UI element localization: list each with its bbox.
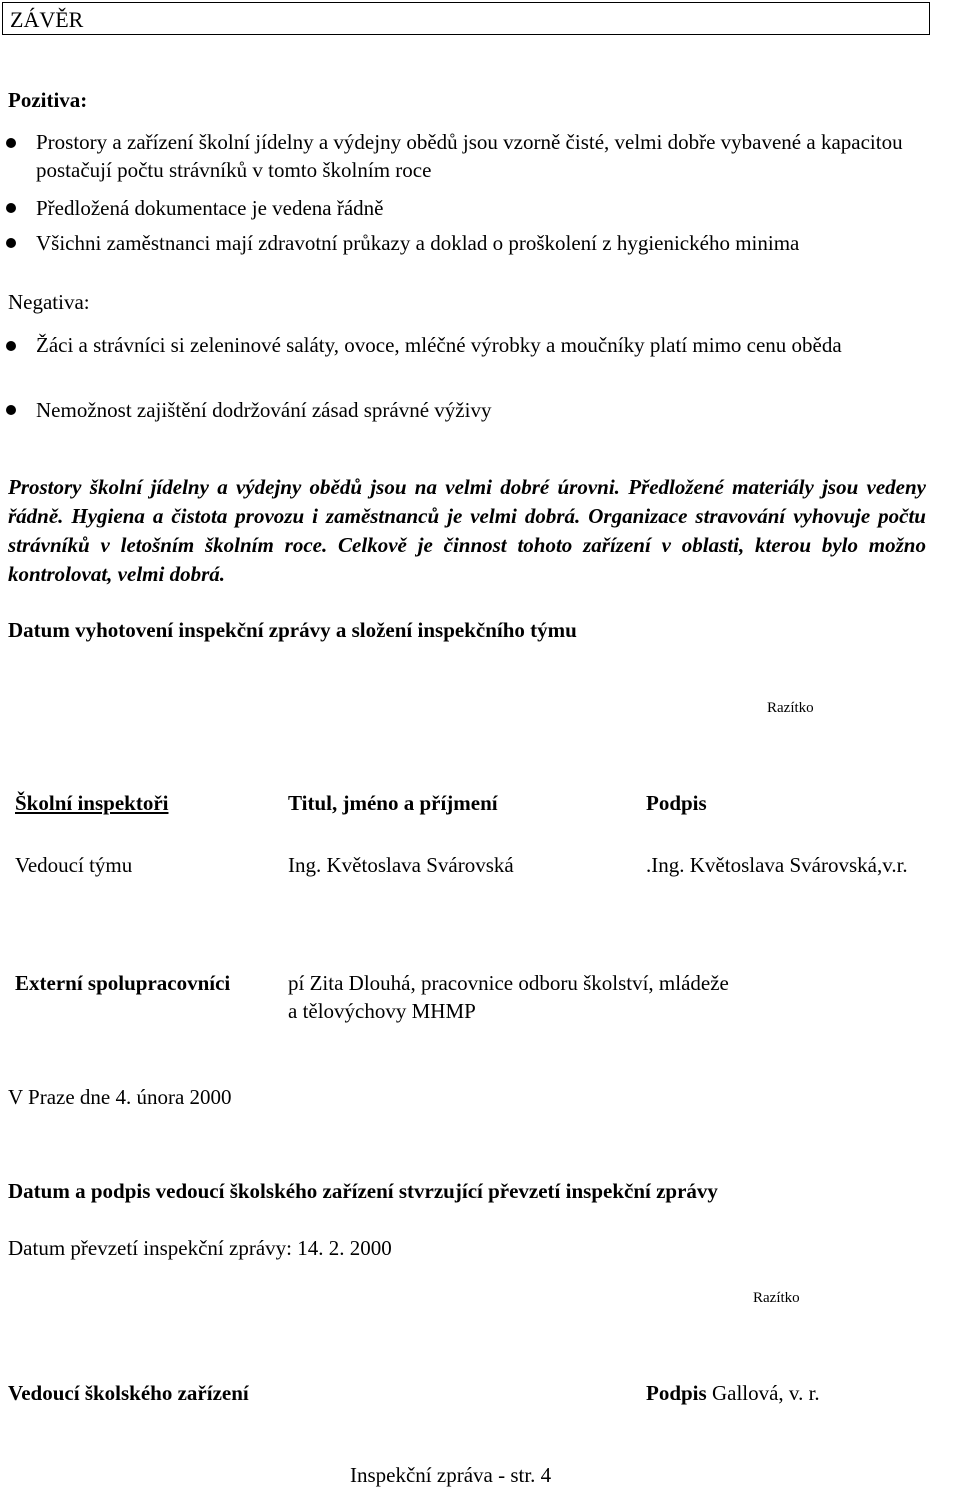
bullet-icon [6,238,16,248]
positives-title: Pozitiva: [8,88,88,112]
receipt-title: Datum a podpis vedoucí školského zařízení stvrzující převzetí inspekční zprávy [8,1179,718,1203]
team-header-name: Titul, jméno a příjmení [288,791,498,815]
negatives-title: Negativa: [8,290,90,314]
summary-paragraph: Prostory školní jídelny a výdejny obědů jsou na velmi dobré úrovni. Předložené materiály jsou vedeny řádně. Hygiena a čistota provozu i zaměstnanců je velmi dobrá. Organizace stravování vyhovuje počtu strávníků v letošním školním roce. Celkově je činnost tohoto zařízení v oblasti, kterou bylo možno kontrolovat, velmi dobrá. [8,475,926,586]
team-row-role: Vedoucí týmu [15,853,133,877]
stamp-label: Razítko [767,700,814,716]
receipt-date: Datum převzetí inspekční zprávy: 14. 2. 2000 [8,1236,392,1260]
receipt-signature-label: Podpis [646,1381,707,1405]
positives-item-1: Prostory a zařízení školní jídelny a výdejny obědů jsou vzorně čisté, velmi dobře vybavené a kapacitou postačují počtu strávníků v tomto školním roce [36,130,903,182]
bullet-icon [6,203,16,213]
team-header-signature: Podpis [646,791,707,815]
negatives-item-2: Nemožnost zajištění dodržování zásad správné výživy [36,398,492,422]
bullet-icon [6,341,16,351]
bullet-icon [6,405,16,415]
section-heading: ZÁVĚR [10,7,84,32]
page-footer: Inspekční zpráva - str. 4 [350,1463,552,1487]
place-date: V Praze dne 4. února 2000 [8,1085,232,1109]
external-label: Externí spolupracovníci [15,971,231,995]
external-value-line1: pí Zita Dlouhá, pracovnice odboru školství, mládeže [288,971,729,995]
receipt-signature [646,1381,820,1406]
negatives-item-1: Žáci a strávníci si zeleninové saláty, ovoce, mléčné výrobky a moučníky platí mimo cenu oběda [36,333,842,357]
positives-item-3: Všichni zaměstnanci mají zdravotní průkazy a doklad o proškolení z hygienického minima [36,231,800,255]
positives-item-2: Předložená dokumentace je vedena řádně [36,196,384,220]
external-value-line2: a tělovýchovy MHMP [288,999,476,1023]
team-section-title: Datum vyhotovení inspekční zprávy a složení inspekčního týmu [8,618,577,642]
section-heading-box [2,2,930,35]
team-row-name: Ing. Květoslava Svárovská [288,853,514,877]
bullet-icon [6,138,16,148]
team-row-signature: .Ing. Květoslava Svárovská,v.r. [646,853,908,877]
receipt-head-label: Vedoucí školského zařízení [8,1381,249,1405]
team-header-inspectors: Školní inspektoři [15,791,169,815]
receipt-signature-value: Gallová, v. r. [711,1381,820,1405]
receipt-stamp-label: Razítko [753,1290,800,1306]
